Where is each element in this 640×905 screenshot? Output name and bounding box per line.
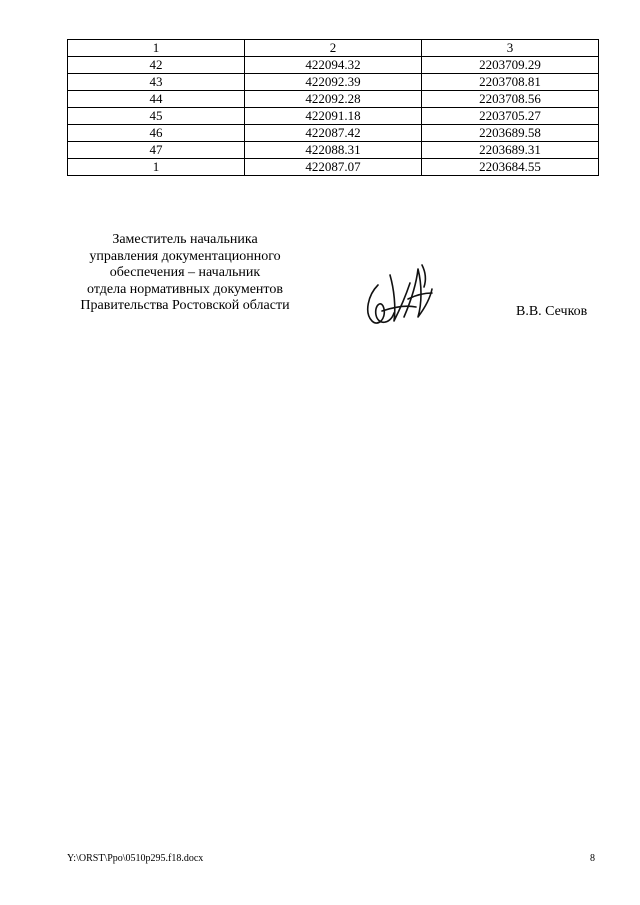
x-coordinate-cell: 422087.07 <box>245 159 422 176</box>
position-line: Заместитель начальника <box>112 232 258 247</box>
handwritten-signature <box>360 255 440 335</box>
point-number-cell: 43 <box>68 74 245 91</box>
y-coordinate-cell: 2203689.58 <box>422 125 599 142</box>
x-coordinate-cell: 422091.18 <box>245 108 422 125</box>
position-line: управления документационного <box>89 248 281 264</box>
signatory-position <box>60 232 310 315</box>
table-row <box>68 74 599 91</box>
y-coordinate-cell: 2203708.81 <box>422 74 599 91</box>
table-row <box>68 108 599 125</box>
point-number-cell: 1 <box>68 159 245 176</box>
point-number-cell: 46 <box>68 125 245 142</box>
point-number-cell: 42 <box>68 57 245 74</box>
table-row <box>68 125 599 142</box>
x-coordinate-cell: 422092.28 <box>245 91 422 108</box>
x-coordinate-cell: 422088.31 <box>245 142 422 159</box>
point-number-cell: 47 <box>68 142 245 159</box>
y-coordinate-cell: 2203709.29 <box>422 57 599 74</box>
coordinates-table <box>67 39 599 176</box>
x-coordinate-cell: 422092.39 <box>245 74 422 91</box>
signatory-name: В.В. Сечков <box>516 304 588 319</box>
footer-file-path: Y:\ORST\Ppo\0510p295.f18.docx <box>67 853 204 864</box>
position-line: обеспечения – начальник <box>109 265 261 280</box>
position-line: Правительства Ростовской области <box>80 298 290 313</box>
y-coordinate-cell: 2203689.31 <box>422 142 599 159</box>
point-number-cell: 45 <box>68 108 245 125</box>
point-number-cell: 44 <box>68 91 245 108</box>
y-coordinate-cell: 2203708.56 <box>422 91 599 108</box>
table-row <box>68 159 599 176</box>
column-header-y: 3 <box>422 40 599 57</box>
table-row <box>68 91 599 108</box>
column-header-point: 1 <box>68 40 245 57</box>
y-coordinate-cell: 2203705.27 <box>422 108 599 125</box>
column-header-x: 2 <box>245 40 422 57</box>
table-header-row <box>68 40 599 57</box>
table-row <box>68 57 599 74</box>
x-coordinate-cell: 422094.32 <box>245 57 422 74</box>
y-coordinate-cell: 2203684.55 <box>422 159 599 176</box>
table-row <box>68 142 599 159</box>
position-line: отдела нормативных документов <box>87 281 283 297</box>
x-coordinate-cell: 422087.42 <box>245 125 422 142</box>
page-number: 8 <box>590 853 595 864</box>
